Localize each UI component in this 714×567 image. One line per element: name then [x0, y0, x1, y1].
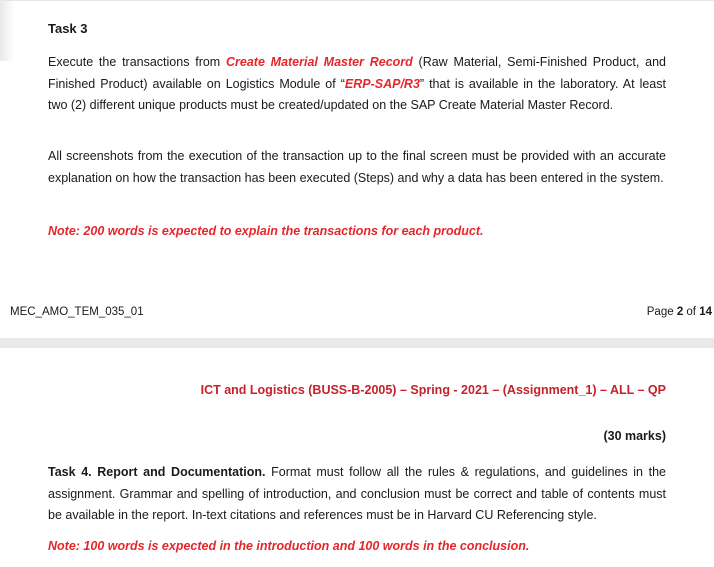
footer-page-number — [647, 306, 712, 318]
page-corner-shadow — [0, 1, 14, 61]
page-label: Page — [646, 306, 677, 318]
task-4-instructions — [48, 462, 666, 527]
task-4-marks: (30 marks) — [603, 429, 666, 443]
create-material-master-record-highlight: Create Material Master Record — [225, 55, 413, 69]
document-page-3 — [0, 348, 714, 567]
task-4-word-count-note: Note: 100 words is expected in the introduction and 100 words in the conclusion. — [48, 539, 530, 553]
erp-sap-r3-highlight: ERP-SAP/R3 — [344, 76, 420, 91]
task-3-word-count-note: Note: 200 words is expected to explain the transactions for each product. — [48, 224, 484, 238]
task-4-title: Task 4. Report and Documentation. — [48, 465, 266, 479]
instruction-text: Execute the transactions from — [48, 55, 226, 69]
instruction-text: ” that is available in the laboratory. At least two (2) different unique products must be created/updated on the SAP Create Material Master Record. — [48, 76, 666, 112]
page-current: 2 — [676, 306, 684, 318]
page-break-gap — [0, 338, 714, 348]
page-of: of — [683, 306, 700, 318]
instruction-text: (Raw Material, Semi-Finished Product, and Finished Product) available on Logistics Module of “ — [48, 55, 666, 91]
task-3-screenshot-requirements: All screenshots from the execution of the transaction up to the final screen must be provided with an accurate explanation on how the transaction has been executed (Steps) and why a data has been entered in the system. — [48, 149, 666, 185]
page-total: 14 — [699, 306, 712, 318]
task-3-title: Task 3 — [48, 21, 88, 36]
footer-document-code: MEC_AMO_TEM_035_01 — [10, 306, 144, 318]
page-header-course-title: ICT and Logistics (BUSS-B-2005) – Spring - 2021 – (Assignment_1) – ALL – QP — [200, 383, 666, 397]
task-3-instructions — [48, 52, 666, 117]
task-4-body: Format must follow all the rules & regulations, and guidelines in the assignment. Grammar and spelling of introduction, and conclusion must be correct and table of contents must be available in the report. In-text citations and references must be in Harvard CU Referencing style. — [48, 465, 667, 522]
